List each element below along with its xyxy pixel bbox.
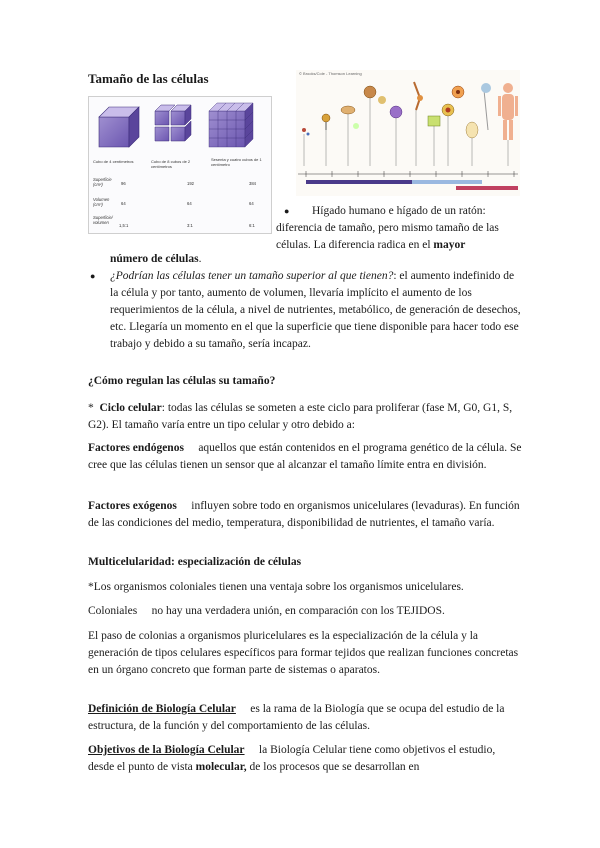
bullet-liver-continuation xyxy=(110,251,201,268)
tree-icon xyxy=(481,83,491,130)
light-microscope-range-bar xyxy=(412,180,482,184)
asterisk: * xyxy=(88,402,94,414)
bullet2-text: : el aumento indefinido de la célula y por tanto, aumento de volumen, llevaría implícito el aumento de los requerimientos de la célula, a nivel de nutrientes, metabólico, de generación de desechos, etc. Llegaría un momento en el que la superficie que tiene disponible para hacer todo ese trabajo y debido a su tamaño, sería incapaz. xyxy=(110,270,521,350)
bullet-dot-icon: ● xyxy=(90,271,96,281)
cell: 192 xyxy=(187,181,194,186)
col-label-1: Cubo de 4 centímetros xyxy=(93,159,134,164)
protist-icon xyxy=(364,86,386,104)
cell: 384 xyxy=(249,181,256,186)
col-label-3: Sesenta y cuatro cubos de 1 centímetro xyxy=(211,157,262,167)
naked-eye-range-bar xyxy=(456,186,518,190)
bullet2-italic: ¿Podrían las células tener un tamaño superior al que tienen? xyxy=(110,270,394,282)
objectives-text-end: de los procesos que se desarrollan en xyxy=(246,761,420,773)
row-label-surface: Superficie (cm²) xyxy=(93,177,112,187)
neuron-icon xyxy=(414,82,423,110)
eight-cubes-icon xyxy=(155,105,191,141)
section-title: Tamaño de las células xyxy=(88,71,209,86)
cell: 96 xyxy=(121,181,126,186)
egg-cell-icon xyxy=(390,106,402,118)
endogenous-factors-paragraph xyxy=(88,440,522,474)
ostrich-egg-icon xyxy=(466,122,478,138)
electron-microscope-range-bar xyxy=(306,180,412,184)
bullet1-bold: mayor xyxy=(433,239,466,251)
colonial-paragraph xyxy=(88,603,522,620)
cell: 64 xyxy=(249,201,254,206)
cell-cycle-term: Ciclo celular xyxy=(99,402,162,414)
exogenous-text: influyen sobre todo en organismos unicelulares (levaduras). En función de las condiciones del medio, temperatura, disponibilidad de nutrientes, el tamaño varía. xyxy=(88,500,520,529)
bullet-size-paragraph xyxy=(110,268,522,353)
cell: 64 xyxy=(121,201,126,206)
heading-text: ¿Cómo regulan las células su tamaño? xyxy=(88,375,276,387)
sixty-four-cubes-icon xyxy=(209,103,253,147)
endogenous-text: aquellos que están contenidos en el programa genético de la célula. Se cree que las células tienen un sensor que al alcanzar el tamaño límite entra en división. xyxy=(88,442,522,471)
bacteria-icon xyxy=(341,106,359,129)
objectives-text: la Biología Celular tiene como objetivos el estudio, desde el punto de vista xyxy=(88,744,496,773)
endogenous-term: Factores endógenos xyxy=(88,442,184,454)
cell: 64 xyxy=(187,201,192,206)
cell-cycle-text: : todas las células se someten a este ciclo para proliferar (fase M, G0, G1, S, G2). El tamaño varía entre un tipo celular y otro debido a: xyxy=(88,402,513,431)
figure-credit: © Brooks/Cole - Thomson Learning xyxy=(299,71,362,76)
cell: 6:1 xyxy=(249,223,255,228)
objectives-term: Objetivos de la Biología Celular xyxy=(88,744,245,756)
frog-egg-icon xyxy=(442,104,454,116)
plant-cell-icon xyxy=(428,116,440,126)
colonial-advantage-paragraph: *Los organismos coloniales tienen una ventaja sobre los organismos unicelulares. xyxy=(88,581,464,593)
cell: 1,5:1 xyxy=(119,223,129,228)
heading-text: Multicelularidad: especialización de células xyxy=(88,556,302,568)
large-cube-icon xyxy=(99,107,139,147)
bullet1-text: Hígado humano e hígado de un ratón: diferencia de tamaño, pero mismo tamaño de las células. La diferencia radica en el xyxy=(276,205,499,251)
definition-paragraph xyxy=(88,701,522,735)
exogenous-factors-paragraph xyxy=(88,498,522,532)
organism-scale-illustration xyxy=(296,70,520,196)
heading-multicellularity xyxy=(88,554,301,571)
colonial-text: no hay una verdadera unión, en comparación con los TEJIDOS. xyxy=(151,605,445,617)
objectives-paragraph xyxy=(88,742,522,776)
bullet1-end: . xyxy=(198,253,202,265)
cube-surface-volume-figure xyxy=(88,96,272,234)
row-label-ratio: Superficie/ volumen xyxy=(93,215,113,225)
specialization-paragraph: El paso de colonias a organismos pluricelulares es la especialización de la célula y la generación de tipos celulares específicos para formar tejidos que realizan funciones concretas en un órgano concreto que forman parte de sistemas o aparatos. xyxy=(88,630,519,676)
molecule-icon xyxy=(302,128,310,136)
human-icon xyxy=(498,83,518,140)
objectives-bold: molecular, xyxy=(195,761,247,773)
cell-size-scale-figure xyxy=(296,70,520,196)
virus-icon xyxy=(322,114,330,130)
colonial-label: Coloniales xyxy=(88,605,138,617)
definition-text: es la rama de la Biología que se ocupa del estudio de la estructura, de la función y del comportamiento de las células. xyxy=(88,703,505,732)
heading-size-regulation xyxy=(88,373,275,390)
bullet-liver-paragraph xyxy=(276,203,516,254)
cell-cycle-paragraph xyxy=(88,400,522,434)
definition-term: Definición de Biología Celular xyxy=(88,703,236,715)
cell: 3:1 xyxy=(187,223,193,228)
bullet1-bold2: número de células xyxy=(110,253,199,265)
animal-cell-icon xyxy=(452,86,464,98)
col-label-2: Cubo de 8 cubos de 2 centímetros xyxy=(151,159,191,169)
bullet-dot-icon: ● xyxy=(284,206,290,216)
row-label-volume: Volumen (cm³) xyxy=(93,197,110,207)
exogenous-term: Factores exógenos xyxy=(88,500,177,512)
